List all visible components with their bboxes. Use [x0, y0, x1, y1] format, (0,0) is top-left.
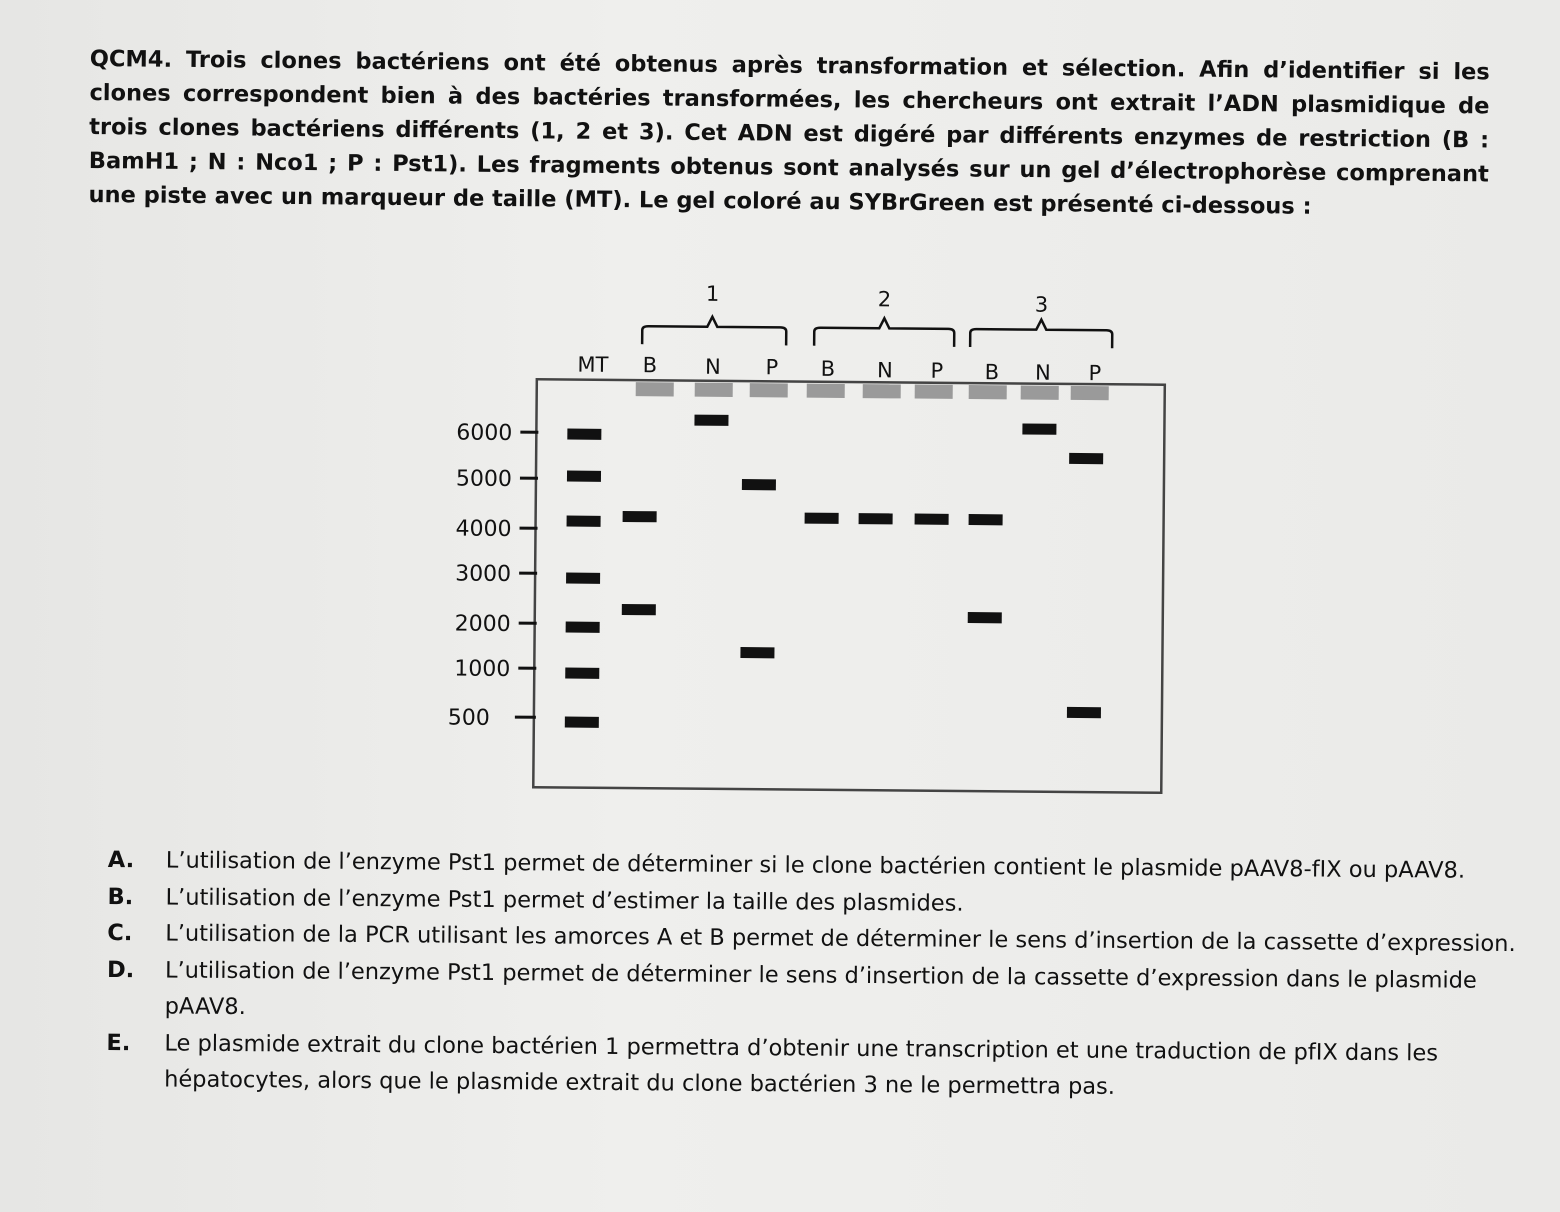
lane-label-2-n: N	[876, 358, 893, 383]
band-2-p	[915, 514, 949, 525]
answer-list	[106, 842, 1528, 1109]
band-1-n	[694, 415, 728, 426]
band-mt-500	[565, 717, 599, 728]
lane-label-1-p: P	[765, 355, 779, 380]
answer-text: L’utilisation de l’enzyme Pst1 permet de déterminer si le clone bactérien contient le plasmide pAAV8-fIX ou pAAV8.	[165, 847, 1466, 884]
band-3-p-lower	[1067, 707, 1101, 718]
band-1-p-lower	[740, 647, 774, 658]
band-mt-4000	[567, 516, 601, 527]
band-3-b-upper	[969, 514, 1003, 525]
answer-letter: B.	[107, 883, 134, 910]
gel-frame	[533, 379, 1165, 792]
well-1-p	[750, 383, 788, 397]
size-label-3000: 3000	[455, 561, 512, 588]
band-mt-5000	[567, 471, 601, 482]
band-mt-2000	[566, 622, 600, 633]
well-2-b	[807, 384, 845, 398]
size-label-2000: 2000	[454, 611, 511, 638]
lane-label-1-n: N	[704, 354, 721, 379]
band-1-b-lower	[622, 604, 656, 615]
answer-text: L’utilisation de la PCR utilisant les amorces A et B permet de déterminer le sens d’insertion de la cassette d’expression.	[165, 920, 1516, 958]
band-mt-1000	[565, 668, 599, 679]
gel-bands	[565, 414, 1104, 733]
band-3-b-lower	[968, 612, 1002, 623]
answer-d	[107, 951, 1528, 1035]
band-1-b-upper	[623, 511, 657, 522]
bracket-clone-1	[642, 316, 786, 345]
lane-label-2-p: P	[930, 358, 944, 383]
lane-label-3-n: N	[1034, 360, 1051, 385]
well-1-b	[636, 382, 674, 396]
well-3-p	[1071, 386, 1109, 400]
clone-label-3: 3	[1034, 292, 1049, 317]
clone-label-2: 2	[877, 287, 892, 312]
band-mt-6000	[567, 429, 601, 440]
answer-e	[106, 1024, 1527, 1108]
band-3-p-upper	[1069, 453, 1103, 464]
answer-letter: E.	[106, 1029, 131, 1056]
answer-text: Le plasmide extrait du clone bactérien 1 permettra d’obtenir une transcription et une traduction de pfIX dans les hépatocytes, alors que le plasmide extrait du clone bactérien 3 ne le permettra pas.	[164, 1029, 1439, 1100]
size-label-500: 500	[447, 705, 490, 731]
answer-letter: D.	[106, 956, 135, 983]
question-text: QCM4. Trois clones bactériens ont été obtenus après transformation et sélection. Afin d’identifier si les clones correspondent bien à des bactéries transformées, les chercheurs ont extrait l’ADN plasmidique de trois clones bactériens différents (1, 2 et 3). Cet ADN est digéré par différents enzymes de restriction (B : BamH1 ; N : Nco1 ; P : Pst1). Les fragments obtenus sont analysés sur un gel d’électrophorèse comprenant une piste avec un marqueur de taille (MT). Le gel coloré au SYBrGreen est présenté ci-dessous :	[88, 45, 1490, 220]
lane-label-3-b: B	[984, 360, 1000, 385]
well-1-n	[695, 383, 733, 397]
band-2-b	[805, 513, 839, 524]
lane-label-1-b: B	[642, 353, 658, 378]
answer-text: L’utilisation de l’enzyme Pst1 permet d’estimer la taille des plasmides.	[165, 883, 964, 917]
size-label-1000: 1000	[454, 656, 511, 683]
well-3-n	[1021, 385, 1059, 399]
bracket-clone-2	[814, 318, 954, 347]
well-2-p	[915, 385, 953, 399]
answer-text: L’utilisation de l’enzyme Pst1 permet de déterminer le sens d’insertion de la cassette d’expression dans le plasmide pAAV8.	[164, 956, 1477, 1021]
clone-label-1: 1	[705, 281, 720, 306]
band-1-p-upper	[742, 479, 776, 490]
lane-label-3-p: P	[1088, 361, 1102, 386]
well-2-n	[863, 384, 901, 398]
answer-letter: A.	[107, 846, 135, 874]
size-label-5000: 5000	[455, 466, 513, 493]
well-3-b	[969, 385, 1007, 399]
size-label-4000: 4000	[455, 516, 512, 543]
bracket-clone-3	[970, 319, 1112, 348]
band-2-n	[859, 513, 893, 524]
answer-letter: C.	[107, 919, 133, 947]
size-label-6000: 6000	[456, 420, 513, 447]
lane-label-mt: MT	[577, 352, 609, 377]
band-mt-3000	[566, 573, 600, 584]
lane-label-2-b: B	[820, 356, 836, 381]
band-3-n	[1022, 423, 1056, 434]
